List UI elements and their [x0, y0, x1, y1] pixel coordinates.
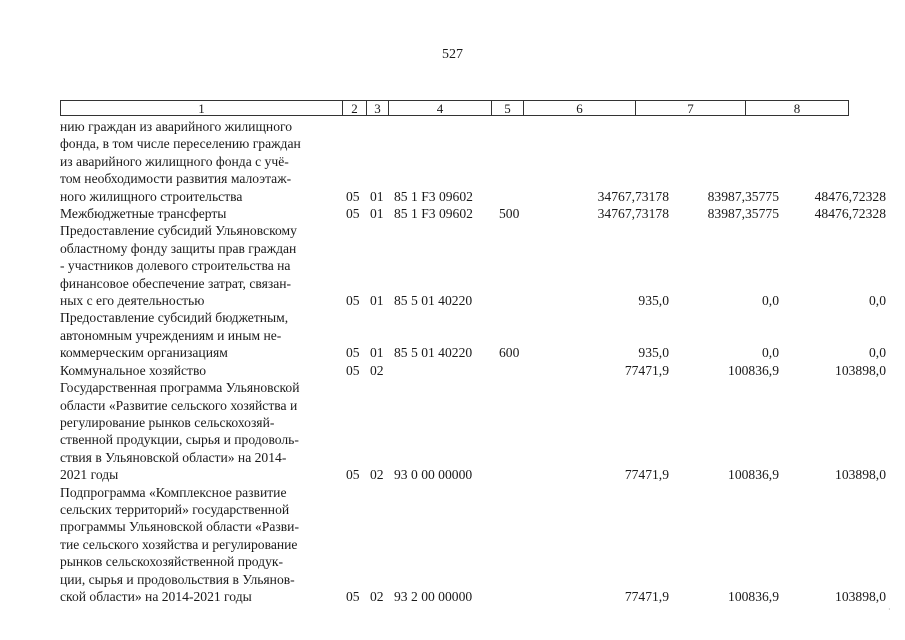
- row-pr: 02: [370, 362, 384, 378]
- header-col-8: 8: [793, 101, 801, 116]
- row-value-7: 83987,35775: [707, 188, 779, 204]
- row-name-line: ствия в Ульяновской области» на 2014-: [60, 449, 287, 465]
- row-value-6: 77471,9: [624, 588, 669, 604]
- row-rz: 05: [346, 188, 360, 204]
- row-value-6: 34767,73178: [597, 206, 669, 222]
- scan-mark: ·: [888, 605, 891, 614]
- row-rz: 05: [346, 206, 360, 222]
- row-name-line: областному фонду защиты прав граждан: [60, 240, 297, 256]
- table-row: [60, 379, 886, 483]
- row-name: [60, 118, 342, 205]
- header-col-5: 5: [492, 101, 524, 115]
- row-name-line: 2021 годы: [60, 467, 119, 483]
- row-name-line: фонда, в том числе переселению граждан: [60, 136, 301, 152]
- row-name-line: программы Ульяновской области «Разви-: [60, 519, 299, 535]
- row-value-8: 103898,0: [835, 588, 886, 604]
- row-value-6: 935,0: [638, 345, 669, 361]
- row-value-7: 83987,35775: [707, 206, 779, 222]
- row-pr: 01: [370, 345, 384, 361]
- row-name-line: Предоставление субсидий бюджетным,: [60, 310, 289, 326]
- row-rz: 05: [346, 345, 360, 361]
- row-rz: 05: [346, 362, 360, 378]
- row-name-line: рынков сельскохозяйственной продук-: [60, 554, 284, 570]
- row-value-8: 48476,72328: [814, 188, 886, 204]
- row-value-7: 0,0: [762, 293, 779, 309]
- row-value-7: 0,0: [762, 345, 779, 361]
- row-value-8: 48476,72328: [814, 206, 886, 222]
- row-name: [60, 484, 342, 606]
- table-row: [60, 309, 886, 361]
- row-name-line: коммерческим организациям: [60, 345, 228, 361]
- row-csr: 93 2 00 00000: [394, 588, 473, 604]
- table-row: [60, 484, 886, 606]
- row-csr: 93 0 00 00000: [394, 467, 473, 483]
- row-rz: 05: [346, 293, 360, 309]
- page-number: 527: [442, 47, 463, 62]
- row-name-line: Межбюджетные трансферты: [60, 206, 227, 222]
- table-row: [60, 118, 886, 205]
- row-pr: 02: [370, 588, 384, 604]
- row-name-line: ных с его деятельностью: [60, 293, 205, 309]
- row-name-line: Подпрограмма «Комплексное развитие: [60, 484, 287, 500]
- row-value-8: 0,0: [869, 293, 886, 309]
- row-name-line: тие сельского хозяйства и регулирование: [60, 536, 298, 552]
- row-pr: 01: [370, 188, 384, 204]
- row-vr: 500: [499, 206, 520, 222]
- row-rz: 05: [346, 588, 360, 604]
- row-value-8: 103898,0: [835, 467, 886, 483]
- row-csr: 85 5 01 40220: [394, 345, 473, 361]
- row-name: [60, 379, 342, 483]
- row-pr: 01: [370, 293, 384, 309]
- table-row: [60, 222, 886, 309]
- row-value-8: 0,0: [869, 345, 886, 361]
- row-vr: 600: [499, 345, 520, 361]
- table-body: [60, 118, 886, 605]
- header-col-2: 2: [343, 101, 367, 115]
- row-name-line: ции, сырья и продовольствия в Ульянов-: [60, 571, 295, 587]
- row-name-line: Предоставление субсидий Ульяновскому: [60, 223, 297, 239]
- row-name-line: из аварийного жилищного фонда с учё-: [60, 153, 289, 169]
- row-name-line: ственной продукции, сырья и продоволь-: [60, 432, 299, 448]
- row-name-line: ного жилищного строительства: [60, 188, 243, 204]
- row-name: [60, 362, 342, 379]
- row-name-line: сельских территорий» государственной: [60, 501, 290, 517]
- row-csr: 85 1 F3 09602: [394, 206, 473, 222]
- row-name-line: - участников долевого строительства на: [60, 258, 291, 274]
- row-name-line: автономным учреждениям и иным не-: [60, 327, 282, 343]
- header-col-6: 6: [524, 101, 636, 115]
- header-col-4: 4: [389, 101, 492, 115]
- row-pr: 01: [370, 206, 384, 222]
- header-col-1: 1: [61, 101, 343, 115]
- row-value-8: 103898,0: [835, 362, 886, 378]
- row-name-line: нию граждан из аварийного жилищного: [60, 119, 293, 134]
- table-row: [60, 205, 886, 222]
- header-col-7: 7: [636, 101, 746, 115]
- row-value-7: 100836,9: [728, 362, 779, 378]
- row-pr: 02: [370, 467, 384, 483]
- row-value-7: 100836,9: [728, 467, 779, 483]
- row-value-6: 77471,9: [624, 362, 669, 378]
- row-name-line: ской области» на 2014-2021 годы: [60, 588, 252, 604]
- row-name-line: том необходимости развития малоэтаж-: [60, 171, 292, 187]
- row-value-6: 34767,73178: [597, 188, 669, 204]
- row-value-7: 100836,9: [728, 588, 779, 604]
- row-rz: 05: [346, 467, 360, 483]
- row-name: [60, 309, 342, 361]
- row-value-6: 77471,9: [624, 467, 669, 483]
- row-name-line: регулирование рынков сельскохозяй-: [60, 414, 275, 430]
- header-col-3: 3: [367, 101, 389, 115]
- row-name-line: Государственная программа Ульяновской: [60, 380, 300, 396]
- row-name: [60, 222, 342, 309]
- row-csr: 85 1 F3 09602: [394, 188, 473, 204]
- row-name: [60, 205, 342, 222]
- table-header: [60, 100, 849, 116]
- row-value-6: 935,0: [638, 293, 669, 309]
- row-name-line: Коммунальное хозяйство: [60, 362, 207, 378]
- row-csr: 85 5 01 40220: [394, 293, 473, 309]
- table-row: [60, 362, 886, 379]
- row-name-line: области «Развитие сельского хозяйства и: [60, 397, 298, 413]
- row-name-line: финансовое обеспечение затрат, связан-: [60, 275, 292, 291]
